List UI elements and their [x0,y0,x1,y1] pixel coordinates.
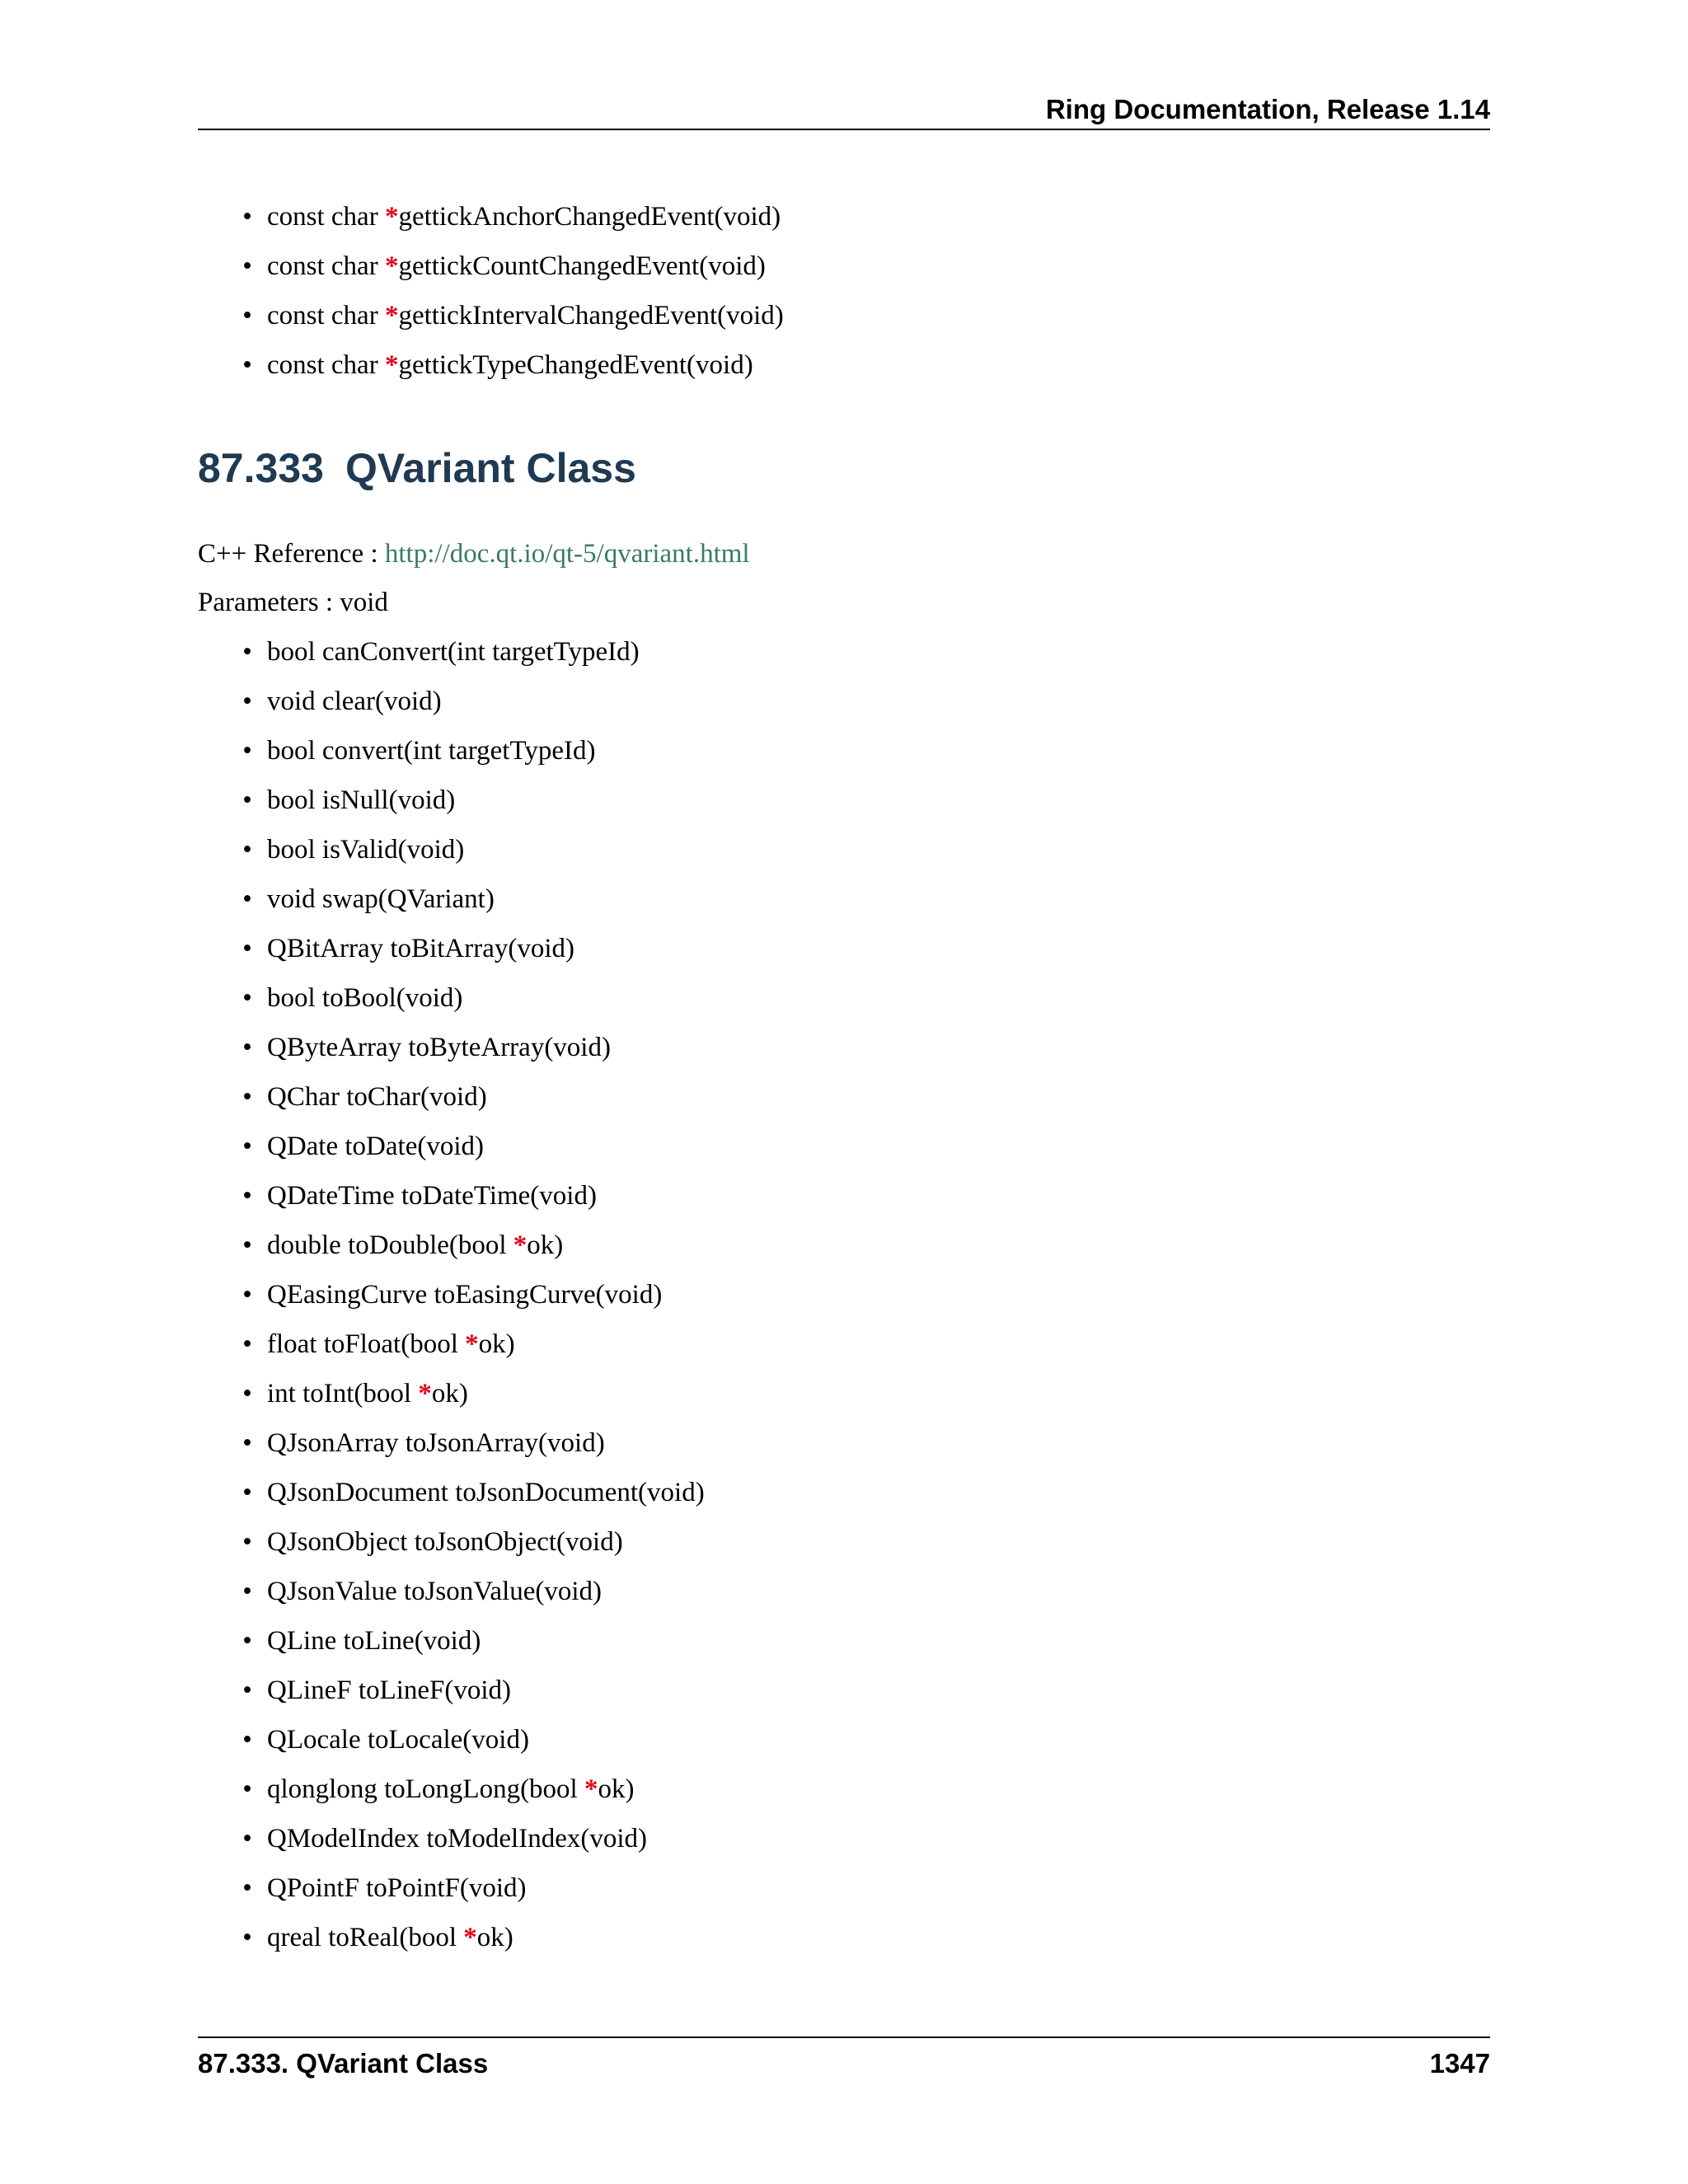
reference-link[interactable]: http://doc.qt.io/qt-5/qvariant.html [384,539,750,569]
pointer-star: * [513,1230,528,1260]
item-text: QChar toChar(void) [267,1082,487,1112]
method-list [239,627,705,1962]
list-item [239,677,705,726]
bullet-icon: • [242,1181,252,1211]
bullet-icon: • [242,736,252,766]
item-text: QJsonDocument toJsonDocument(void) [267,1478,705,1507]
list-item [239,1863,705,1913]
item-text: bool canConvert(int targetTypeId) [267,637,640,667]
bullet-icon: • [242,637,252,667]
item-text: qreal toReal(bool [267,1923,464,1952]
item-text: QLine toLine(void) [267,1626,481,1656]
bullet-icon: • [242,1230,252,1260]
list-item [239,1270,705,1319]
bullet-icon: • [242,1626,252,1656]
item-text: QLocale toLocale(void) [267,1725,529,1755]
list-item [239,1814,705,1863]
parameters-text: Parameters : void [198,588,388,617]
bullet-icon: • [242,785,252,815]
item-text: const char [267,301,385,330]
item-text-suffix: ok) [478,1329,515,1359]
pointer-star: * [384,251,399,281]
pointer-star: * [584,1774,598,1804]
bullet-icon: • [242,1428,252,1458]
list-item [239,241,784,291]
bullet-icon: • [242,1923,252,1952]
pointer-star: * [384,350,399,380]
list-item [239,1666,705,1715]
item-text: QDateTime toDateTime(void) [267,1181,597,1211]
bullet-icon: • [242,1675,252,1705]
reference-label: C++ Reference : [198,539,385,569]
item-text: const char [267,202,385,232]
item-text: QByteArray toByteArray(void) [267,1033,611,1062]
list-item [239,627,705,677]
bullet-icon: • [242,1033,252,1062]
item-text: QBitArray toBitArray(void) [267,934,575,963]
list-item [239,874,705,924]
item-text: bool isNull(void) [267,785,456,815]
item-text-suffix: gettickCountChangedEvent(void) [398,251,766,281]
bullet-icon: • [242,1379,252,1408]
item-text-suffix: gettickIntervalChangedEvent(void) [398,301,784,330]
list-item [239,1072,705,1122]
list-item [239,726,705,776]
item-text-suffix: ok) [527,1230,564,1260]
item-text: const char [267,350,385,380]
list-item [239,1468,705,1517]
item-text: const char [267,251,385,281]
cpp-reference [198,529,750,579]
pointer-star: * [465,1329,479,1359]
item-text: QJsonArray toJsonArray(void) [267,1428,605,1458]
item-text: QEasingCurve toEasingCurve(void) [267,1280,663,1310]
list-item [239,825,705,874]
list-item [239,924,705,973]
list-item [239,291,784,340]
bullet-icon: • [242,934,252,963]
list-item [239,1765,705,1814]
bullet-icon: • [242,1132,252,1161]
item-text: bool toBool(void) [267,983,463,1013]
pointer-star: * [463,1923,477,1952]
list-item [239,973,705,1023]
item-text: void swap(QVariant) [267,884,495,914]
item-text: QModelIndex toModelIndex(void) [267,1824,647,1854]
bullet-icon: • [242,884,252,914]
page-header [198,89,1490,130]
item-text: void clear(void) [267,687,442,716]
item-text: int toInt(bool [267,1379,419,1408]
bullet-icon: • [242,1824,252,1854]
footer-section-label: 87.333. QVariant Class [198,2048,489,2079]
item-text-suffix: gettickTypeChangedEvent(void) [398,350,753,380]
item-text-suffix: gettickAnchorChangedEvent(void) [398,202,781,232]
list-item [239,1913,705,1962]
list-item [239,192,784,241]
item-text-suffix: ok) [598,1774,635,1804]
bullet-icon: • [242,251,252,281]
bullet-icon: • [242,1527,252,1557]
list-item [239,1122,705,1171]
bullet-icon: • [242,1478,252,1507]
pointer-star: * [418,1379,432,1408]
list-item [239,1567,705,1616]
list-item [239,1715,705,1765]
item-text: bool isValid(void) [267,835,465,865]
bullet-icon: • [242,983,252,1013]
list-item [239,1517,705,1567]
bullet-icon: • [242,1329,252,1359]
item-text-suffix: ok) [431,1379,468,1408]
item-text: float toFloat(bool [267,1329,466,1359]
item-text: double toDouble(bool [267,1230,513,1260]
item-text-suffix: ok) [476,1923,513,1952]
list-item [239,1616,705,1666]
list-item [239,1369,705,1418]
pointer-star: * [384,202,399,232]
list-item [239,1221,705,1270]
bullet-icon: • [242,1577,252,1606]
bullet-icon: • [242,202,252,232]
header-title: Ring Documentation, Release 1.14 [1045,94,1490,124]
item-text: QJsonValue toJsonValue(void) [267,1577,603,1606]
bullet-icon: • [242,350,252,380]
page-footer [198,2036,1490,2084]
item-text: QDate toDate(void) [267,1132,484,1161]
event-getter-list [239,192,784,390]
list-item [239,340,784,390]
bullet-icon: • [242,687,252,716]
bullet-icon: • [242,1280,252,1310]
bullet-icon: • [242,1725,252,1755]
list-item [239,1171,705,1221]
page-number: 1347 [1429,2048,1490,2079]
bullet-icon: • [242,835,252,865]
bullet-icon: • [242,1873,252,1903]
list-item [239,776,705,825]
item-text: qlonglong toLongLong(bool [267,1774,584,1804]
list-item [239,1319,705,1369]
item-text: bool convert(int targetTypeId) [267,736,596,766]
pointer-star: * [384,301,399,330]
bullet-icon: • [242,1082,252,1112]
section-heading [198,435,636,501]
item-text: QLineF toLineF(void) [267,1675,512,1705]
item-text: QJsonObject toJsonObject(void) [267,1527,623,1557]
section-number: 87.333 [198,445,324,491]
section-title-text: QVariant Class [345,445,636,491]
list-item [239,1418,705,1468]
list-item [239,1023,705,1072]
bullet-icon: • [242,301,252,330]
item-text: QPointF toPointF(void) [267,1873,527,1903]
bullet-icon: • [242,1774,252,1804]
